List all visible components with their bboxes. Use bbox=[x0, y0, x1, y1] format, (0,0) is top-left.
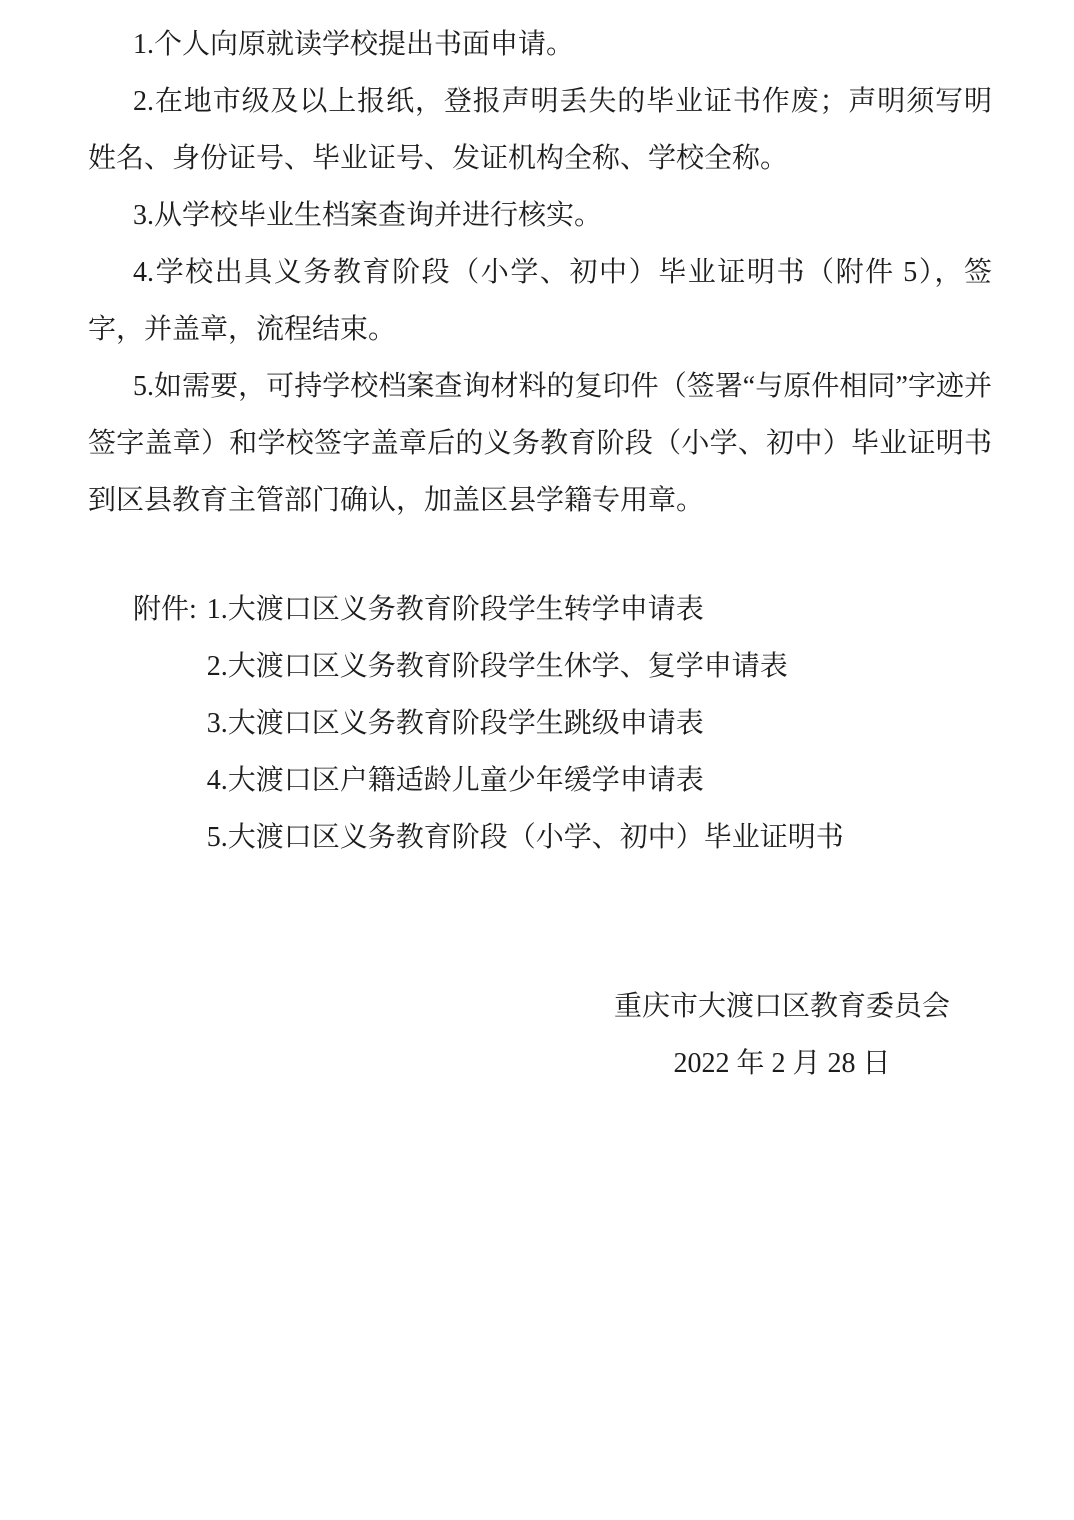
issue-date: 2022 年 2 月 28 日 bbox=[673, 1048, 891, 1079]
body-paragraph-2: 2.在地市级及以上报纸，登报声明丢失的毕业证书作废；声明须写明姓名、身份证号、毕业证号、发证机构全称、学校全称。 bbox=[88, 86, 992, 174]
attachment-item-2: 2.大渡口区义务教育阶段学生休学、复学申请表 bbox=[206, 651, 788, 682]
body-paragraph-4: 4.学校出具义务教育阶段（小学、初中）毕业证明书（附件 5），签字，并盖章，流程结束。 bbox=[88, 257, 992, 345]
body-paragraph-5: 5.如需要，可持学校档案查询材料的复印件（签署“与原件相同”字迹并签字盖章）和学校签字盖章后的义务教育阶段（小学、初中）毕业证明书到区县教育主管部门确认，加盖区县学籍专用章。 bbox=[88, 371, 992, 516]
attachment-item-4: 4.大渡口区户籍适龄儿童少年缓学申请表 bbox=[206, 765, 704, 796]
body-paragraph-1: 1.个人向原就读学校提出书面申请。 bbox=[133, 29, 575, 60]
attachments-label: 附件: bbox=[133, 594, 197, 625]
attachments-section bbox=[133, 581, 992, 866]
issuer-name: 重庆市大渡口区教育委员会 bbox=[613, 991, 950, 1022]
body-paragraph-3: 3.从学校毕业生档案查询并进行核实。 bbox=[133, 200, 603, 231]
attachment-item-1: 1.大渡口区义务教育阶段学生转学申请表 bbox=[206, 594, 704, 625]
document-body bbox=[88, 16, 992, 1092]
signature-block bbox=[614, 978, 950, 1092]
attachment-item-5: 5.大渡口区义务教育阶段（小学、初中）毕业证明书 bbox=[206, 822, 844, 853]
attachment-item-3: 3.大渡口区义务教育阶段学生跳级申请表 bbox=[206, 708, 704, 739]
attachments-list bbox=[207, 581, 992, 866]
